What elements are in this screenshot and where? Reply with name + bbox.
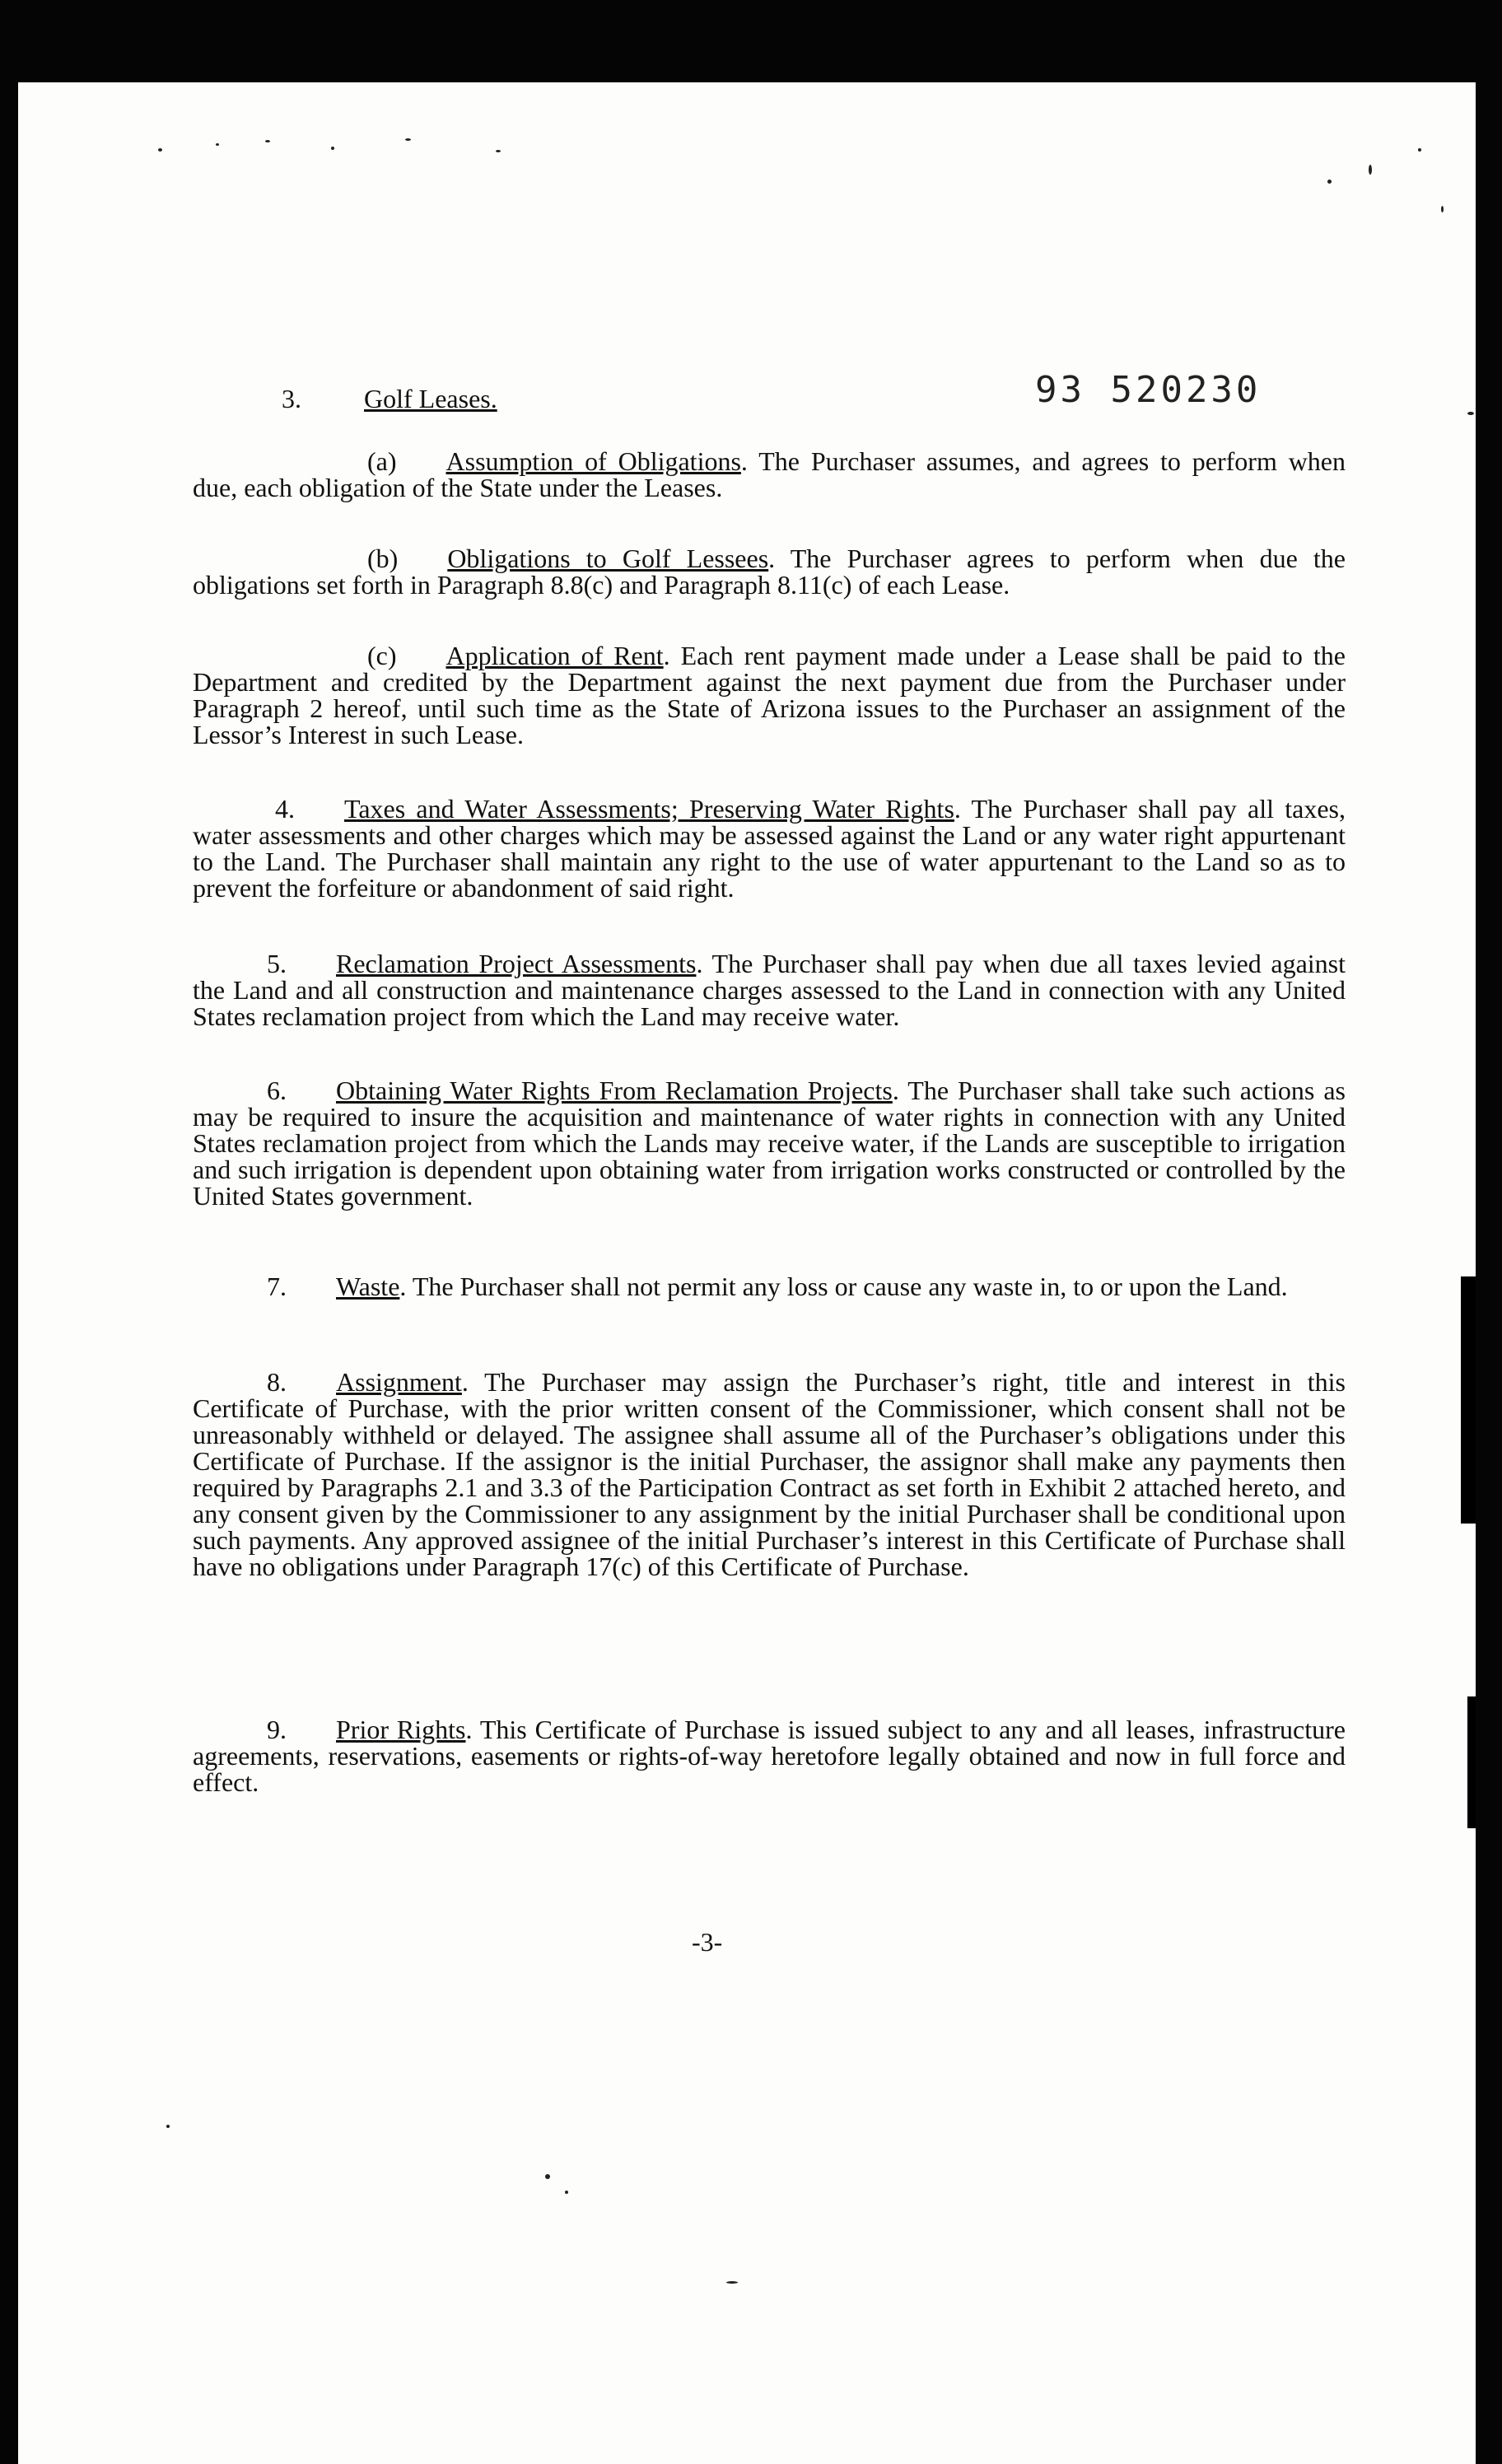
page-number: -3-	[692, 1927, 723, 1957]
paragraph-title: Obtaining Water Rights From Reclamation Projects	[336, 1076, 893, 1105]
scan-speck	[265, 140, 270, 142]
scan-speck	[331, 147, 334, 150]
scan-speck	[1467, 412, 1474, 415]
scan-speck	[545, 2174, 550, 2179]
paragraph-6	[193, 1077, 1346, 1209]
scan-speck	[1369, 165, 1372, 175]
paragraph-title: Prior Rights	[336, 1715, 466, 1744]
scan-speck	[166, 2125, 170, 2128]
scan-speck	[1441, 206, 1444, 212]
paragraph-number: (c)	[367, 641, 397, 670]
paragraph-number: (a)	[367, 446, 397, 476]
paragraph-9	[193, 1716, 1346, 1795]
paragraph-number: 4.	[275, 794, 295, 824]
paragraph-number: (b)	[367, 544, 399, 573]
paragraph-text: . The Purchaser shall pay all taxes, water assessments and other charges which may be assessed against the Land or any water right appurtenant to the Land. The Purchaser shall maintain any right to the use of water appurtenant to the Land so as to prevent the forfeiture or abandonment of said right.	[193, 794, 1346, 903]
paragraph-title: Application of Rent	[445, 641, 664, 670]
paragraph-8	[193, 1369, 1346, 1580]
paragraph-number: 9.	[267, 1715, 287, 1744]
paragraph-7	[193, 1273, 1346, 1300]
document-number: 93 520230	[1035, 369, 1262, 411]
paragraph-title: Taxes and Water Assessments; Preserving Water Rights	[344, 794, 954, 824]
paragraph-title: Reclamation Project Assessments	[336, 949, 697, 978]
paragraph-number: 5.	[267, 949, 287, 978]
paragraph-5	[193, 950, 1346, 1029]
paragraph-title: Assumption of Obligations	[445, 446, 741, 476]
scan-speck	[1327, 180, 1332, 184]
paragraph-4	[193, 796, 1346, 901]
section-heading	[282, 384, 497, 414]
section-title: Golf Leases.	[364, 384, 497, 413]
paragraph-title: Waste	[336, 1272, 400, 1301]
section-number: 3.	[282, 384, 301, 413]
scan-speck	[565, 2191, 568, 2194]
scan-edge-mark	[1467, 1696, 1476, 1828]
scan-speck	[158, 148, 162, 152]
paragraph-text: . Each rent payment made under a Lease shall be paid to the Department and credited by the Department against the next payment due from the Purchaser under Paragraph 2 hereof, until such time as the State of Arizona issues to the Purchaser an assignment of the Lessor’s Interest in such Lease.	[193, 641, 1346, 749]
paragraph-text: . This Certificate of Purchase is issued subject to any and all leases, infrastructure agreements, reservations, easements or rights-of-way heretofore legally obtained and now in full force and effect.	[193, 1715, 1346, 1797]
paragraph-title: Assignment	[336, 1367, 462, 1397]
scan-speck	[405, 138, 411, 141]
paragraph-text: . The Purchaser assumes, and agrees to perform when due, each obligation of the State under the Leases.	[193, 446, 1346, 502]
paragraph-title: Obligations to Golf Lessees	[447, 544, 769, 573]
scan-speck	[726, 2281, 738, 2284]
paragraph-3c	[193, 642, 1346, 748]
paragraph-number: 8.	[267, 1367, 287, 1397]
paragraph-number: 6.	[267, 1076, 287, 1105]
paragraph-number: 7.	[267, 1272, 287, 1301]
paragraph-text: . The Purchaser agrees to perform when due the obligations set forth in Paragraph 8.8(c) and Paragraph 8.11(c) of each Lease.	[193, 544, 1346, 600]
paragraph-text: . The Purchaser shall take such actions as may be required to insure the acquisition and maintenance of water rights in connection with any United States reclamation project from which the Lands may receive water, if the Lands are susceptible to irrigation and such irrigation is dependent upon obtaining water from irrigation works constructed or controlled by the United States government.	[193, 1076, 1346, 1211]
paragraph-text: . The Purchaser shall pay when due all taxes levied against the Land and all construction and maintenance charges assessed to the Land in connection with any United States reclamation project from which the Land may receive water.	[193, 949, 1346, 1031]
paragraph-text: . The Purchaser shall not permit any loss or cause any waste in, to or upon the Land.	[399, 1272, 1288, 1301]
scan-speck	[496, 150, 501, 152]
paragraph-3b	[193, 545, 1346, 598]
scan-edge-mark	[1461, 1276, 1476, 1524]
document-page	[18, 82, 1476, 2464]
scan-speck	[216, 143, 219, 146]
scan-speck	[1418, 148, 1421, 152]
paragraph-3a	[193, 448, 1346, 501]
paragraph-text: . The Purchaser may assign the Purchaser’s right, title and interest in this Certificate of Purchase, with the prior written consent of the Commissioner, which consent shall not be unreasonably withheld or delayed. The assignee shall assume all of the Purchaser’s obligations under this Certificate of Purchase. If the assignor is the initial Purchaser, the assignor shall make any payments then required by Paragraphs 2.1 and 3.3 of the Participation Contract as set forth in Exhibit 2 attached hereto, and any consent given by the Commissioner to any assignment by the initial Purchaser shall be conditional upon such payments. Any approved assignee of the initial Purchaser’s interest in this Certificate of Purchase shall have no obligations under Paragraph 17(c) of this Certificate of Purchase.	[193, 1367, 1346, 1581]
